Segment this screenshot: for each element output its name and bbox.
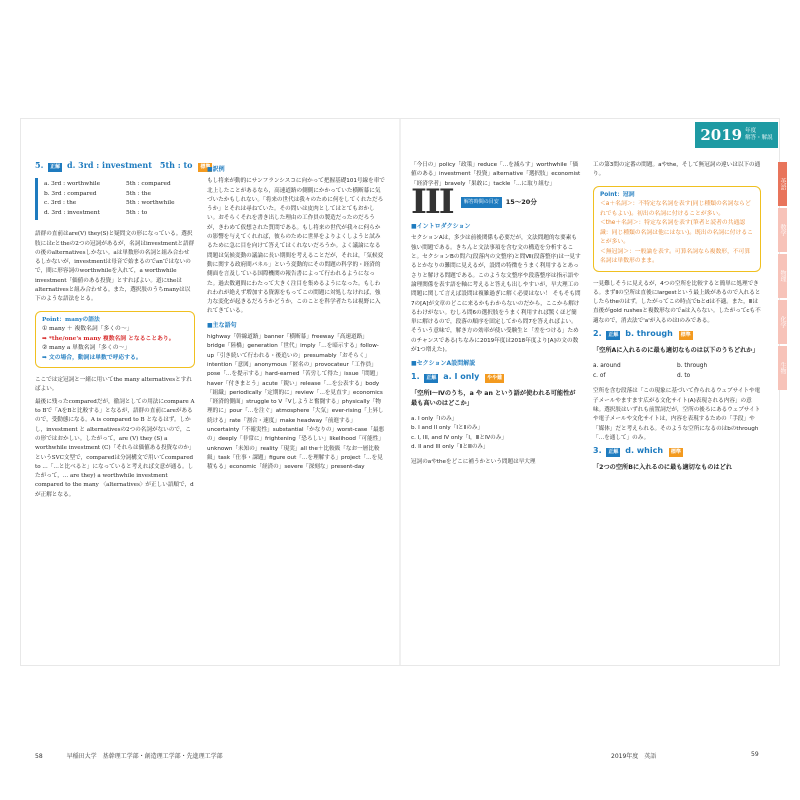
option: c. I, III, and IV only「Ⅰ，ⅢとⅣのみ」: [411, 434, 507, 441]
choice-row: [44, 209, 195, 219]
answer-text: b. through: [625, 329, 673, 339]
tab-biology[interactable]: 生物: [778, 346, 787, 390]
left-page: [21, 119, 399, 760]
translation-heading: ■訳例: [207, 166, 225, 173]
point-line: ➡ 文の場合，動詞は単数で呼応する。: [42, 354, 142, 361]
point-line: ① many ＋ 複数名詞「多くの～」: [42, 326, 133, 333]
question-text: 「2つの空所Bに入れるのに最も適切なものはどれ: [593, 464, 732, 472]
choice-row: [44, 190, 195, 200]
answer-text: d. 3rd : investment 5th : to: [66, 160, 193, 170]
point-title: Point：manyの語法: [42, 316, 100, 323]
answer-text: d. which: [625, 446, 664, 456]
choice-3rd: d. 3rd : investment: [44, 209, 100, 216]
choice-5th: 5th : the: [126, 190, 151, 197]
section-heading: [411, 181, 581, 222]
option: a. I only「Ⅰのみ」: [411, 415, 458, 422]
year-label-line1: 年度: [745, 128, 757, 134]
explanation-paragraph: ここでは定冠詞と一緒に用いてthe many alternativesとすればよい。: [35, 377, 192, 393]
choice-3rd: b. 3rd : compared: [44, 190, 97, 197]
choices-list: [35, 178, 195, 220]
right-footer-page: 59: [751, 751, 759, 758]
option: d. to: [677, 372, 691, 379]
explanation-paragraph: 冠詞のaやtheをどこに補うかという問題は早大理: [411, 459, 536, 466]
question-text: 「空所Aに入れるのに最も適切なものは以下のうちどれか」: [593, 347, 759, 355]
glossary-text: highway「幹線道路」banner「横断幕」freeway「高速道路」bridge「陸橋」generation「世代」imply「…を暗示する」follow-up「引き続いて行われる・後追いの」presumably「おそらく」intention「意図」anonymous「匿名の」provocateur「工作員」pose「…を提示する」hard-earned「苦労して得た」issue「問題」haver「付きまとう」acute「鋭い」release「…を公表する」body「組織」periodically「定期的に」review「…を見直す」economics「経済的側面」struggle to V「Vしようと奮闘する」physically「物理的に」pour「…を注ぐ」atmosphere「大気」ever-rising「上昇し続ける」rate「割合・速度」make headway「前進する」uncertainty「不確実性」substantial「かなりの」worst-case「最悪の」deeply「非常に」frightening「恐ろしい」likelihood「可能性」unknown「未知の」reality「現実」all the＋比較級「なお一層比較級」task「仕事・課題」figure out「…を理解する」project「…を見積もる」economic「経済の」severe「深刻な」present-day: [207, 334, 385, 471]
point-box-many: [35, 311, 195, 369]
q1-options: [411, 415, 581, 452]
point-line: ＜a＋名詞＞：不特定な名詞を表す(同じ種類の名詞ならどれでもよい)。初出の名詞に付けることが多い。: [600, 201, 751, 217]
point-line: ➡ *the/one's many 複数名詞 となることあり。: [42, 335, 175, 342]
intro-heading: ■イントロダクション: [411, 223, 471, 231]
difficulty-badge: 標準: [669, 448, 683, 457]
left-column-1: [35, 160, 211, 503]
explanation-paragraph: 語群の直前はare(V) they(S)と疑問文の形になっている。選択肢にはcとtheの2つの冠詞があるが，名詞はinvestmentと語群の後のalternativesしかない。aは単数形の名詞と組み合わせるしかないが，investmentは母音で始まるのでanではないので，間に形容詞のworthwhileを入れて，a worthwhile investment「価値のある投資」とすればよい。道にtheはalternativesと組み合わせる。また，選択肢のうちmanyは以下のような語法をとる。: [35, 231, 195, 303]
question-2-heading: [593, 329, 761, 340]
answer-tag: 正解: [424, 374, 438, 383]
right-footer-title: 2019年度 英語: [611, 753, 657, 760]
section-a-heading: ■セクションA設問解説: [411, 360, 476, 368]
choice-5th: 5th : compared: [126, 181, 171, 188]
time-value: 15～20分: [505, 197, 537, 206]
choice-3rd: c. 3rd : the: [44, 200, 77, 207]
point-line: ＜無冠詞＞：一般論を表す。可算名詞なら複数形，不可算名詞は単数形のまま。: [600, 248, 751, 265]
left-footer: 58 早稲田大学 基幹理工学部・創造理工学部・先進理工学部: [35, 753, 223, 760]
translation-text: もし将来が動的にサンフランシスコに向かって把握基礎101号線を車で北上したことがあるなら，高速道路の側側にかかっていた横断幕に気づいたかもしれない。「将来の世代は我々のために何をしてくれただろうか」とそれは尋ねていた。その問いは皮肉としてはとてもおかしい。おそらくそれを書き出した理由の工作員の製造だったのだろうが，きわめて仮想された質問である。もし将来の世代が我々に何らかの影響を与えてくれれば，彼らのために世界をよりよくしようと試みるために急に目を向けて答えてはくれないだろうか。よく議論になる問題は気候変動の議論に長い期間を考えることだが，それは，「気候変動に関する政府間パネル」という変動的にその問題の科学的・経済的側面を言及している国際機関の報告書によって行われるようになった。過去数週間にわたって大きく注目を集めるようになった。もしわれわれが絶えず増加する資源をもってこの問題に対処しなければ，強力な変化が起きるだろうかどうか，このことを科学者たちは視野に入れてきている。: [207, 178, 385, 315]
choice-3rd: a. 3rd : worthwhile: [44, 181, 101, 188]
difficulty-badge: やや難: [485, 374, 504, 383]
tab-english[interactable]: 英語: [778, 162, 787, 206]
difficulty-badge: 標準: [198, 163, 212, 172]
year-text: 2019: [700, 126, 743, 144]
subject-tabs: [778, 162, 798, 392]
choice-5th: 5th : worthwhile: [126, 200, 175, 207]
answer-text: a. I only: [443, 371, 480, 381]
tab-physics[interactable]: 物理: [778, 254, 787, 298]
question-5-heading: [35, 160, 211, 172]
tab-chemistry[interactable]: 化学: [778, 300, 787, 344]
option: c. of: [593, 372, 606, 379]
point-title: Point：冠詞: [600, 191, 635, 198]
point-line: ＜the＋名詞＞：特定な名詞を表す(筆者と読者の共通認識：同じ種類の名詞は他にはない)。既出の名詞に付けることが多い。: [600, 220, 753, 246]
option: d. II and III only「ⅡとⅢのみ」: [411, 443, 489, 450]
difficulty-badge: 標準: [679, 331, 693, 340]
time-tag: 解答時間の目安: [461, 197, 502, 208]
right-column-2: [593, 161, 761, 479]
option: b. through: [677, 363, 708, 370]
glossary-continued: 「今日の」policy「政策」reduce「…を減らす」worthwhile「価値のある」investment「投資」alternative「選択肢」economist「経済学者」bravely「果敢に」tackle「…に取り組む」: [411, 162, 581, 187]
point-box-articles: [593, 186, 761, 272]
intro-text: セクションAは，多少は前後関係も必要だが，文法問題的な要素も強い問題である。きちんと文法事項を含む文の構造を分析すること。セクションBの問六(段落内の文整序)と問Ⅶ(段落整序)は一見するとかなりの難問に見えるが，設問の特徴をうまく利用するとあっさりと解ける問題である。このような文整序や段落整序は指示語や論理関係を表す語を軸に考えると答えも出しやすいが，早大理工の問題に関して言えば設問は複雑過ぎに解く必要はない！ そもそも問7の[A]が文章のどこに来るかもわからないのだから，ここから解けるわけがない。むしろ問6の選択肢をうまく利用すれば驚くほど簡単に解けるので，段落の順序を固定してから問7を答えればよい。そういう意味で，解き方の効率が使い受験生と「差をつける」ためのチャンスである(ちなみに2019年度は2018年度より[A]の文の数が1つ増えた)。: [411, 235, 581, 354]
choice-row: [44, 180, 195, 190]
explanation-paragraph: 空所を含む段落は「この現象に基づいて作られるウェブサイトや電子メールやますます広がる文化サイト(A)表現される内容」の意味。選択肢はいずれも前置詞だが，空所の後ろにあるウェブサイトや電子メールや文化サイトは，内容を表現するための「手段」や「媒体」だと考えられる。そのような空所になるのはbのthrough「…を通して」のみ。: [593, 388, 761, 441]
question-number: 5.: [35, 160, 44, 170]
right-column-1: [411, 161, 581, 470]
year-badge: [695, 122, 778, 148]
glossary-heading: ■主な語句: [207, 321, 237, 329]
left-column-2: [207, 161, 385, 476]
question-1-heading: [411, 372, 581, 383]
section-numeral: III: [411, 181, 453, 222]
tab-math[interactable]: 数学: [778, 208, 787, 252]
explanation-paragraph: 最後に残ったcomparedだが，徹詞としての用法にcompare A to Bで「AをBと比較する」となるが，語群の直前にareがあるので，受動態になる。A is compared to B となるはず。しかし，investment と alternativesの2つの名詞がないので，この形ではおかしい。したがって，are (V) they (S) a worthwhile investment (C)「それらは価値ある投資なのか」というSVC文型で，comparedは分詞構文で用いてcompared to ...「…と比べると」になっていると考えれば文意が通る。したがって，... are they) a worthwhile investment compared to the many 〈alternatives〉が正しい語順で，dが正解となる。: [35, 398, 195, 498]
explanation-paragraph: 一見難しそうに見えるが，4つの空所を比較すると簡単に処理できる。まずⅡの空所は直後にlargestという最上級があるので入れるとしたらtheのはず。したがってこの時点でbとdは不適。また，Ⅲは直後がgold rushesと複数形なのでaは入らない。したがってcも不適なので，消去法で'a'が入るのはⅠのみである。: [593, 280, 761, 324]
year-label: [745, 128, 773, 142]
q2-options: [593, 362, 761, 381]
answer-tag: 正解: [606, 448, 620, 457]
book-spread: [20, 118, 780, 760]
option: b. I and II only「ⅠとⅡのみ」: [411, 425, 484, 432]
question-number: 3.: [593, 446, 602, 456]
year-label-line2: 解答・解説: [745, 135, 773, 141]
answer-tag: 正解: [606, 331, 620, 340]
question-number: 2.: [593, 329, 602, 339]
choice-row: [44, 199, 195, 209]
question-text: 「空所Ⅰ〜Ⅳのうち，a や an という語が使われる可能性が最も高いのはどこか」: [411, 389, 576, 407]
choice-5th: 5th : to: [126, 209, 148, 216]
answer-tag: 正解: [48, 163, 62, 172]
point-line: ② many a 単数名詞「多くの～」: [42, 345, 131, 352]
question-number: 1.: [411, 371, 420, 381]
option: a. around: [593, 363, 621, 370]
right-page: [401, 119, 779, 760]
question-3-heading: [593, 446, 761, 457]
explanation-paragraph: 工の第3問の定番の問題。aやthe，そして無冠詞の違いは以下の通り。: [593, 162, 761, 178]
